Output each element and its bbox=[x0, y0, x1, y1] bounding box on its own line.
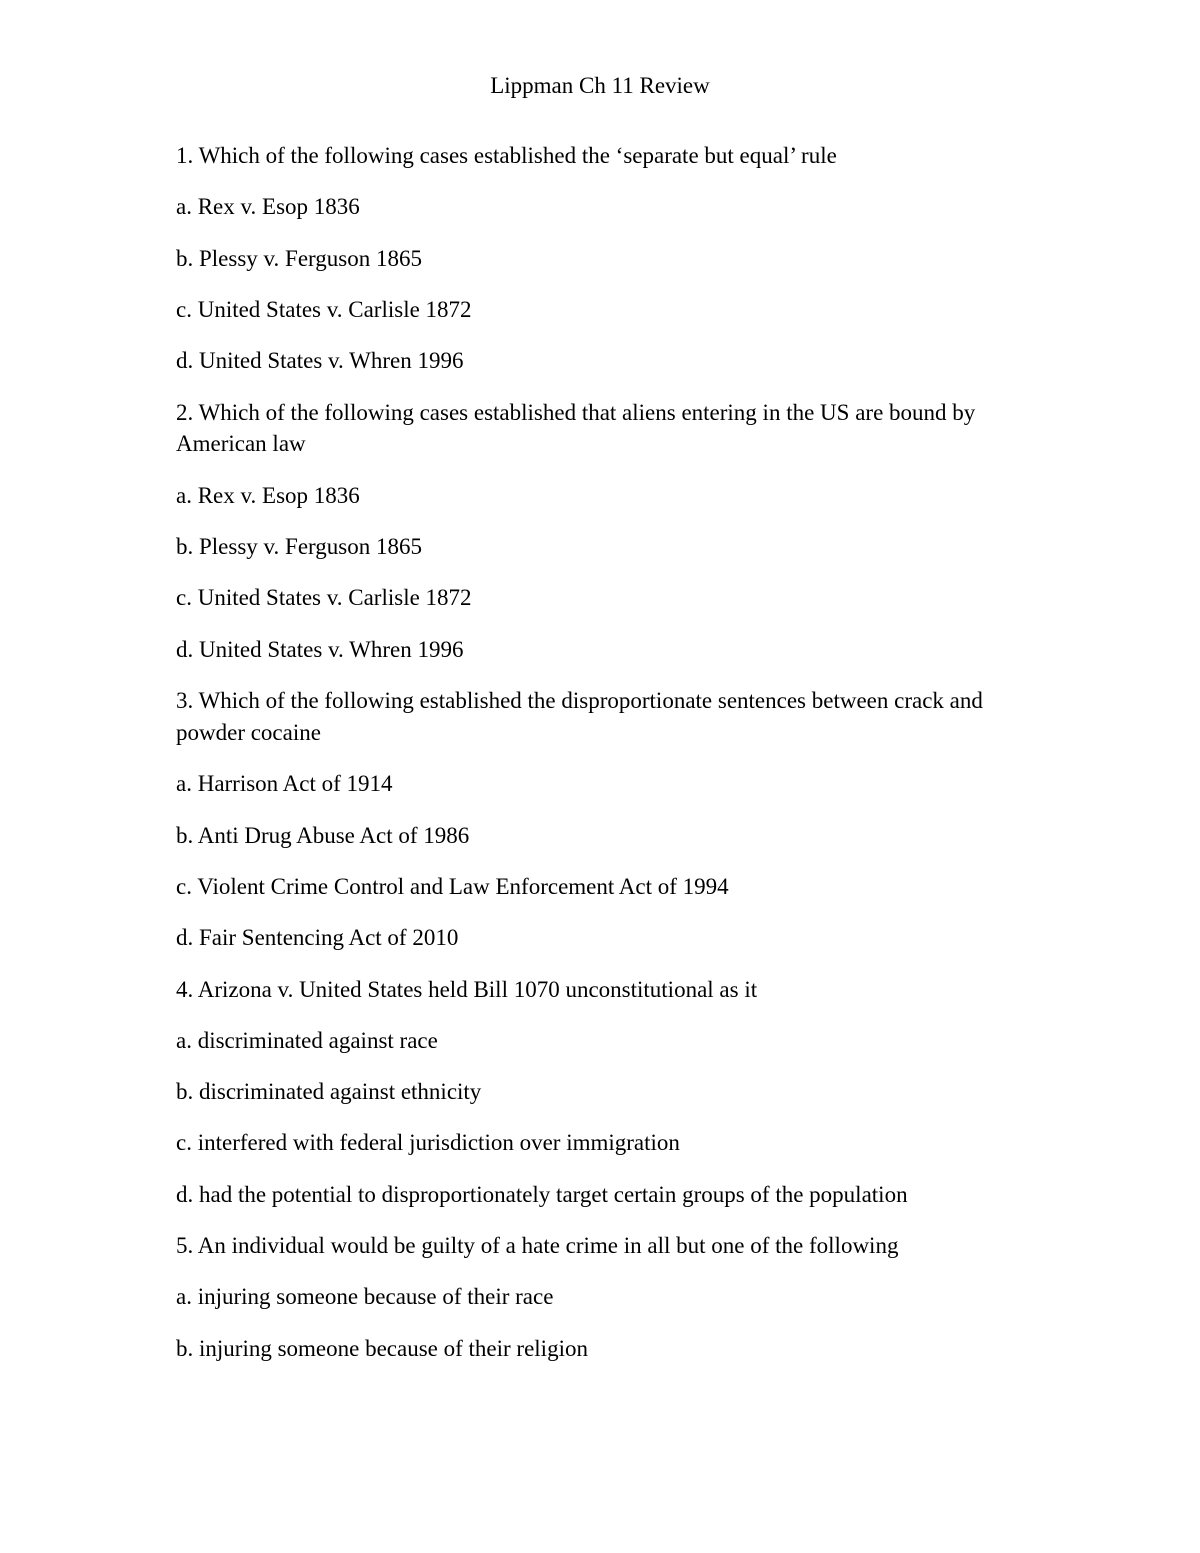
question-5-prompt: 5. An individual would be guilty of a hate crime in all but one of the following bbox=[176, 1233, 899, 1258]
question-3-option-d: d. Fair Sentencing Act of 2010 bbox=[176, 925, 459, 950]
question-3-prompt-line-2: powder cocaine bbox=[176, 720, 321, 745]
question-4-prompt: 4. Arizona v. United States held Bill 1070 unconstitutional as it bbox=[176, 977, 758, 1002]
question-3-option-c: c. Violent Crime Control and Law Enforcement Act of 1994 bbox=[176, 874, 729, 899]
question-3-prompt-line-1: 3. Which of the following established the disproportionate sentences between crack and bbox=[176, 688, 983, 713]
question-5-option-a: a. injuring someone because of their race bbox=[176, 1284, 554, 1309]
question-1-prompt: 1. Which of the following cases established the ‘separate but equal’ rule bbox=[176, 143, 837, 168]
question-2-option-a: a. Rex v. Esop 1836 bbox=[176, 483, 360, 508]
question-3-option-b: b. Anti Drug Abuse Act of 1986 bbox=[176, 823, 470, 848]
question-4-option-a: a. discriminated against race bbox=[176, 1028, 438, 1053]
question-2-prompt-line-1: 2. Which of the following cases established that aliens entering in the US are bound by bbox=[176, 400, 976, 425]
question-2-prompt-line-2: American law bbox=[176, 431, 306, 456]
question-4-option-c: c. interfered with federal jurisdiction over immigration bbox=[176, 1130, 680, 1155]
question-2-option-c: c. United States v. Carlisle 1872 bbox=[176, 585, 472, 610]
question-1-option-d: d. United States v. Whren 1996 bbox=[176, 348, 464, 373]
question-5-option-b: b. injuring someone because of their religion bbox=[176, 1336, 588, 1361]
question-4-option-b: b. discriminated against ethnicity bbox=[176, 1079, 482, 1104]
document-title: Lippman Ch 11 Review bbox=[490, 73, 710, 98]
question-3-option-a: a. Harrison Act of 1914 bbox=[176, 771, 393, 796]
question-4-option-d: d. had the potential to disproportionately target certain groups of the population bbox=[176, 1182, 908, 1207]
question-1-option-a: a. Rex v. Esop 1836 bbox=[176, 194, 360, 219]
question-1-option-b: b. Plessy v. Ferguson 1865 bbox=[176, 246, 422, 271]
question-2-option-d: d. United States v. Whren 1996 bbox=[176, 637, 464, 662]
question-1-option-c: c. United States v. Carlisle 1872 bbox=[176, 297, 472, 322]
question-2-option-b: b. Plessy v. Ferguson 1865 bbox=[176, 534, 422, 559]
